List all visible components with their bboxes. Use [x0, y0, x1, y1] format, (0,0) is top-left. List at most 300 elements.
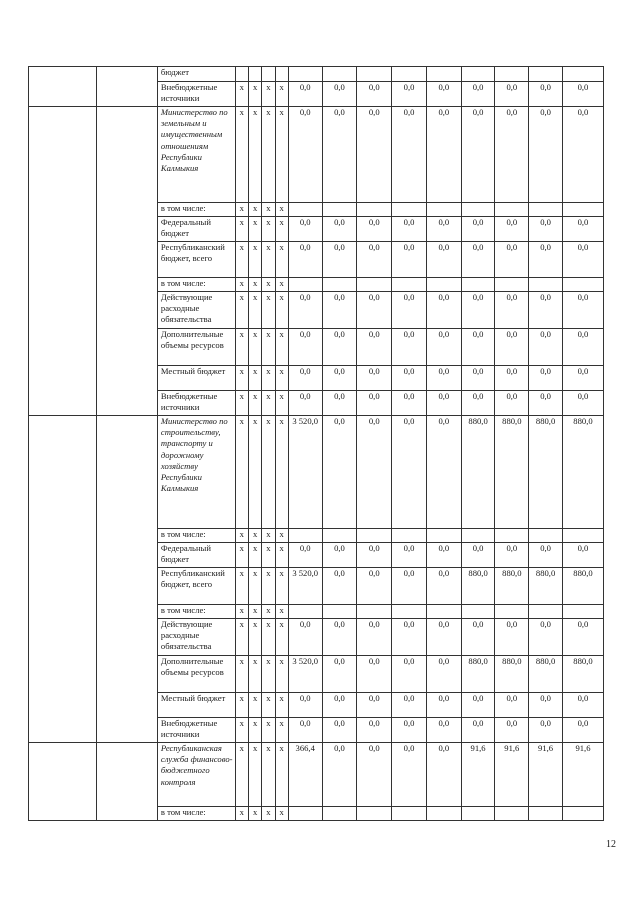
- value-cell: [357, 278, 392, 292]
- value-cell: [288, 605, 322, 619]
- value-cell: 0,0: [322, 568, 357, 605]
- value-cell: [357, 529, 392, 543]
- x-cell: x: [248, 107, 261, 203]
- value-cell: 880,0: [562, 568, 603, 605]
- x-cell: x: [275, 107, 288, 203]
- x-cell: x: [235, 203, 248, 217]
- value-cell: 0,0: [426, 329, 461, 366]
- value-cell: [562, 529, 603, 543]
- x-cell: x: [262, 217, 275, 242]
- x-cell: x: [248, 807, 261, 821]
- x-cell: x: [262, 366, 275, 391]
- value-cell: 0,0: [562, 242, 603, 278]
- value-cell: 0,0: [426, 107, 461, 203]
- value-cell: [461, 203, 495, 217]
- x-cell: x: [248, 656, 261, 693]
- x-cell: x: [275, 619, 288, 656]
- value-cell: 0,0: [322, 718, 357, 743]
- x-cell: x: [235, 807, 248, 821]
- value-cell: 0,0: [322, 619, 357, 656]
- x-cell: x: [248, 242, 261, 278]
- value-cell: 0,0: [461, 329, 495, 366]
- x-cell: x: [262, 242, 275, 278]
- value-cell: 0,0: [288, 242, 322, 278]
- value-cell: 0,0: [495, 329, 529, 366]
- row-label: в том числе:: [157, 529, 235, 543]
- value-cell: 0,0: [322, 217, 357, 242]
- value-cell: [426, 807, 461, 821]
- page-number: 12: [606, 839, 616, 850]
- x-cell: x: [262, 278, 275, 292]
- value-cell: [322, 605, 357, 619]
- x-cell: [262, 67, 275, 82]
- x-cell: x: [248, 693, 261, 718]
- value-cell: 91,6: [529, 743, 563, 807]
- value-cell: 0,0: [392, 416, 427, 529]
- value-cell: 0,0: [495, 107, 529, 203]
- x-cell: x: [235, 278, 248, 292]
- budget-table: [28, 66, 604, 821]
- value-cell: 0,0: [322, 743, 357, 807]
- value-cell: 0,0: [357, 366, 392, 391]
- value-cell: 0,0: [426, 366, 461, 391]
- group-cell-code: [29, 67, 97, 107]
- group-cell-name: [96, 67, 157, 107]
- x-cell: x: [275, 529, 288, 543]
- value-cell: [562, 605, 603, 619]
- value-cell: 0,0: [357, 391, 392, 416]
- value-cell: 0,0: [529, 543, 563, 568]
- value-cell: 0,0: [357, 416, 392, 529]
- value-cell: [288, 203, 322, 217]
- value-cell: [322, 203, 357, 217]
- value-cell: 0,0: [495, 693, 529, 718]
- value-cell: [357, 605, 392, 619]
- x-cell: x: [275, 391, 288, 416]
- value-cell: 0,0: [392, 217, 427, 242]
- value-cell: [322, 529, 357, 543]
- value-cell: 0,0: [322, 543, 357, 568]
- value-cell: 0,0: [495, 619, 529, 656]
- value-cell: [461, 67, 495, 82]
- row-label: Министерство по земельным и имущественным отношениям Республики Калмыкия: [157, 107, 235, 203]
- x-cell: x: [235, 605, 248, 619]
- x-cell: x: [248, 82, 261, 107]
- x-cell: x: [262, 107, 275, 203]
- value-cell: 880,0: [495, 416, 529, 529]
- value-cell: [529, 67, 563, 82]
- row-label: Министерство по строительству, транспорту и дорожному хозяйству Республики Калмыкия: [157, 416, 235, 529]
- value-cell: [529, 529, 563, 543]
- x-cell: x: [262, 656, 275, 693]
- value-cell: 0,0: [562, 217, 603, 242]
- value-cell: 880,0: [495, 656, 529, 693]
- value-cell: 0,0: [392, 656, 427, 693]
- row-label: Внебюджетные источники: [157, 391, 235, 416]
- x-cell: x: [248, 329, 261, 366]
- value-cell: 0,0: [322, 329, 357, 366]
- value-cell: 880,0: [529, 568, 563, 605]
- value-cell: 0,0: [562, 693, 603, 718]
- value-cell: 0,0: [461, 619, 495, 656]
- value-cell: [392, 807, 427, 821]
- value-cell: 0,0: [322, 391, 357, 416]
- x-cell: x: [262, 718, 275, 743]
- x-cell: x: [275, 416, 288, 529]
- x-cell: x: [248, 605, 261, 619]
- value-cell: [562, 203, 603, 217]
- value-cell: 0,0: [461, 718, 495, 743]
- x-cell: x: [248, 743, 261, 807]
- value-cell: [426, 529, 461, 543]
- x-cell: [235, 67, 248, 82]
- x-cell: x: [262, 619, 275, 656]
- value-cell: 0,0: [392, 619, 427, 656]
- value-cell: 0,0: [529, 391, 563, 416]
- x-cell: x: [248, 619, 261, 656]
- value-cell: 0,0: [495, 82, 529, 107]
- x-cell: x: [275, 329, 288, 366]
- row-label: в том числе:: [157, 278, 235, 292]
- x-cell: x: [248, 416, 261, 529]
- row-label: в том числе:: [157, 203, 235, 217]
- value-cell: 0,0: [357, 217, 392, 242]
- row-label: Внебюджетные источники: [157, 718, 235, 743]
- x-cell: x: [262, 605, 275, 619]
- row-label: Внебюджетные источники: [157, 82, 235, 107]
- value-cell: 0,0: [529, 366, 563, 391]
- value-cell: 0,0: [426, 656, 461, 693]
- x-cell: x: [235, 529, 248, 543]
- value-cell: 0,0: [392, 543, 427, 568]
- value-cell: 0,0: [357, 693, 392, 718]
- value-cell: 0,0: [562, 718, 603, 743]
- value-cell: [288, 67, 322, 82]
- value-cell: 0,0: [322, 656, 357, 693]
- value-cell: 0,0: [495, 242, 529, 278]
- value-cell: 91,6: [562, 743, 603, 807]
- value-cell: 880,0: [562, 416, 603, 529]
- value-cell: 0,0: [392, 743, 427, 807]
- value-cell: [562, 67, 603, 82]
- value-cell: 0,0: [288, 391, 322, 416]
- value-cell: 0,0: [322, 82, 357, 107]
- value-cell: 91,6: [495, 743, 529, 807]
- x-cell: x: [262, 292, 275, 329]
- value-cell: 0,0: [529, 107, 563, 203]
- value-cell: [392, 605, 427, 619]
- value-cell: [322, 67, 357, 82]
- value-cell: 0,0: [288, 693, 322, 718]
- table-row: [29, 743, 604, 807]
- row-label: Федеральный бюджет: [157, 543, 235, 568]
- value-cell: 0,0: [461, 217, 495, 242]
- value-cell: 0,0: [461, 391, 495, 416]
- x-cell: x: [235, 82, 248, 107]
- value-cell: 0,0: [288, 292, 322, 329]
- value-cell: 0,0: [357, 619, 392, 656]
- row-label: в том числе:: [157, 605, 235, 619]
- x-cell: x: [275, 807, 288, 821]
- value-cell: 0,0: [392, 366, 427, 391]
- value-cell: 0,0: [562, 292, 603, 329]
- group-cell-code: [29, 743, 97, 821]
- row-label: Республиканский бюджет, всего: [157, 568, 235, 605]
- value-cell: 0,0: [392, 391, 427, 416]
- value-cell: [426, 67, 461, 82]
- value-cell: 0,0: [392, 242, 427, 278]
- value-cell: 0,0: [392, 568, 427, 605]
- value-cell: 0,0: [322, 292, 357, 329]
- value-cell: 366,4: [288, 743, 322, 807]
- x-cell: x: [262, 807, 275, 821]
- value-cell: [495, 203, 529, 217]
- x-cell: x: [275, 656, 288, 693]
- value-cell: 880,0: [461, 656, 495, 693]
- row-label: бюджет: [157, 67, 235, 82]
- value-cell: [562, 278, 603, 292]
- value-cell: 0,0: [426, 743, 461, 807]
- value-cell: 0,0: [322, 693, 357, 718]
- value-cell: 0,0: [562, 329, 603, 366]
- x-cell: x: [275, 292, 288, 329]
- x-cell: x: [235, 329, 248, 366]
- value-cell: 0,0: [461, 543, 495, 568]
- value-cell: 0,0: [562, 619, 603, 656]
- x-cell: x: [248, 217, 261, 242]
- value-cell: [357, 67, 392, 82]
- row-label: Дополнительные объемы ресурсов: [157, 656, 235, 693]
- x-cell: x: [262, 743, 275, 807]
- value-cell: [529, 605, 563, 619]
- x-cell: x: [248, 366, 261, 391]
- value-cell: 0,0: [529, 82, 563, 107]
- x-cell: x: [262, 543, 275, 568]
- value-cell: 0,0: [562, 366, 603, 391]
- x-cell: x: [235, 416, 248, 529]
- x-cell: x: [262, 391, 275, 416]
- value-cell: 0,0: [288, 718, 322, 743]
- value-cell: 0,0: [562, 391, 603, 416]
- x-cell: [248, 67, 261, 82]
- x-cell: x: [248, 718, 261, 743]
- x-cell: x: [275, 568, 288, 605]
- x-cell: x: [262, 568, 275, 605]
- value-cell: [461, 278, 495, 292]
- value-cell: 0,0: [392, 292, 427, 329]
- value-cell: [392, 203, 427, 217]
- value-cell: 0,0: [495, 718, 529, 743]
- row-label: Местный бюджет: [157, 693, 235, 718]
- value-cell: 0,0: [529, 217, 563, 242]
- row-label: Дополнительные объемы ресурсов: [157, 329, 235, 366]
- value-cell: 0,0: [357, 107, 392, 203]
- value-cell: 0,0: [357, 656, 392, 693]
- value-cell: 0,0: [461, 366, 495, 391]
- value-cell: 0,0: [322, 242, 357, 278]
- value-cell: 0,0: [426, 82, 461, 107]
- value-cell: [529, 203, 563, 217]
- table-row: [29, 107, 604, 203]
- group-cell-code: [29, 416, 97, 743]
- x-cell: x: [275, 203, 288, 217]
- value-cell: 0,0: [426, 416, 461, 529]
- value-cell: [357, 807, 392, 821]
- value-cell: 0,0: [288, 543, 322, 568]
- value-cell: 0,0: [426, 619, 461, 656]
- value-cell: 0,0: [529, 329, 563, 366]
- value-cell: [529, 807, 563, 821]
- value-cell: [495, 278, 529, 292]
- value-cell: [357, 203, 392, 217]
- value-cell: [288, 529, 322, 543]
- value-cell: 0,0: [426, 543, 461, 568]
- value-cell: 0,0: [426, 718, 461, 743]
- value-cell: 880,0: [461, 416, 495, 529]
- value-cell: 0,0: [426, 693, 461, 718]
- value-cell: 0,0: [529, 242, 563, 278]
- value-cell: [461, 529, 495, 543]
- value-cell: 0,0: [461, 693, 495, 718]
- value-cell: 0,0: [392, 107, 427, 203]
- x-cell: x: [248, 543, 261, 568]
- row-label: Действующие расходные обязательства: [157, 292, 235, 329]
- value-cell: 0,0: [357, 543, 392, 568]
- row-label: в том числе:: [157, 807, 235, 821]
- value-cell: 0,0: [495, 391, 529, 416]
- x-cell: x: [248, 278, 261, 292]
- value-cell: 3 520,0: [288, 416, 322, 529]
- x-cell: x: [248, 203, 261, 217]
- value-cell: 0,0: [322, 416, 357, 529]
- value-cell: 880,0: [529, 656, 563, 693]
- x-cell: x: [262, 203, 275, 217]
- x-cell: x: [235, 693, 248, 718]
- value-cell: 91,6: [461, 743, 495, 807]
- table-row: [29, 67, 604, 82]
- x-cell: x: [275, 242, 288, 278]
- x-cell: x: [275, 366, 288, 391]
- value-cell: [495, 67, 529, 82]
- x-cell: x: [235, 292, 248, 329]
- row-label: Местный бюджет: [157, 366, 235, 391]
- value-cell: [426, 605, 461, 619]
- x-cell: x: [248, 391, 261, 416]
- x-cell: x: [275, 82, 288, 107]
- value-cell: 0,0: [357, 568, 392, 605]
- value-cell: 0,0: [357, 329, 392, 366]
- x-cell: x: [235, 242, 248, 278]
- value-cell: 0,0: [288, 329, 322, 366]
- x-cell: x: [235, 743, 248, 807]
- value-cell: [529, 278, 563, 292]
- value-cell: 3 520,0: [288, 568, 322, 605]
- value-cell: [392, 529, 427, 543]
- x-cell: x: [275, 543, 288, 568]
- x-cell: x: [235, 568, 248, 605]
- row-label: Республиканская служба финансово-бюджетного контроля: [157, 743, 235, 807]
- x-cell: x: [235, 619, 248, 656]
- value-cell: 0,0: [529, 718, 563, 743]
- x-cell: x: [235, 718, 248, 743]
- x-cell: x: [248, 529, 261, 543]
- x-cell: x: [262, 693, 275, 718]
- group-cell-name: [96, 743, 157, 821]
- x-cell: x: [262, 329, 275, 366]
- value-cell: 880,0: [562, 656, 603, 693]
- x-cell: x: [235, 656, 248, 693]
- value-cell: 880,0: [529, 416, 563, 529]
- x-cell: [275, 67, 288, 82]
- value-cell: 0,0: [495, 366, 529, 391]
- value-cell: 0,0: [426, 568, 461, 605]
- value-cell: 880,0: [495, 568, 529, 605]
- value-cell: 0,0: [495, 543, 529, 568]
- value-cell: 0,0: [322, 366, 357, 391]
- value-cell: [461, 605, 495, 619]
- value-cell: 880,0: [461, 568, 495, 605]
- value-cell: 0,0: [426, 292, 461, 329]
- value-cell: 0,0: [461, 107, 495, 203]
- x-cell: x: [262, 529, 275, 543]
- x-cell: x: [275, 278, 288, 292]
- value-cell: [495, 605, 529, 619]
- value-cell: 0,0: [529, 292, 563, 329]
- value-cell: [322, 807, 357, 821]
- group-cell-name: [96, 416, 157, 743]
- value-cell: 0,0: [495, 217, 529, 242]
- value-cell: 0,0: [426, 242, 461, 278]
- x-cell: x: [235, 543, 248, 568]
- value-cell: 0,0: [461, 82, 495, 107]
- value-cell: [562, 807, 603, 821]
- value-cell: [461, 807, 495, 821]
- value-cell: [322, 278, 357, 292]
- value-cell: 0,0: [392, 693, 427, 718]
- group-cell-code: [29, 107, 97, 416]
- x-cell: x: [248, 292, 261, 329]
- value-cell: [426, 203, 461, 217]
- value-cell: 0,0: [392, 82, 427, 107]
- x-cell: x: [275, 743, 288, 807]
- value-cell: 0,0: [322, 107, 357, 203]
- value-cell: 0,0: [426, 391, 461, 416]
- x-cell: x: [235, 217, 248, 242]
- row-label: Действующие расходные обязательства: [157, 619, 235, 656]
- value-cell: 0,0: [426, 217, 461, 242]
- value-cell: 0,0: [288, 217, 322, 242]
- x-cell: x: [262, 416, 275, 529]
- value-cell: 0,0: [461, 292, 495, 329]
- x-cell: x: [235, 391, 248, 416]
- value-cell: 0,0: [357, 242, 392, 278]
- value-cell: 0,0: [562, 107, 603, 203]
- value-cell: [392, 67, 427, 82]
- value-cell: [495, 529, 529, 543]
- value-cell: 0,0: [392, 718, 427, 743]
- x-cell: x: [275, 693, 288, 718]
- x-cell: x: [275, 718, 288, 743]
- value-cell: [288, 807, 322, 821]
- x-cell: x: [235, 366, 248, 391]
- value-cell: 0,0: [288, 366, 322, 391]
- x-cell: x: [275, 605, 288, 619]
- value-cell: 0,0: [495, 292, 529, 329]
- value-cell: 0,0: [562, 82, 603, 107]
- value-cell: 3 520,0: [288, 656, 322, 693]
- row-label: Федеральный бюджет: [157, 217, 235, 242]
- value-cell: 0,0: [288, 107, 322, 203]
